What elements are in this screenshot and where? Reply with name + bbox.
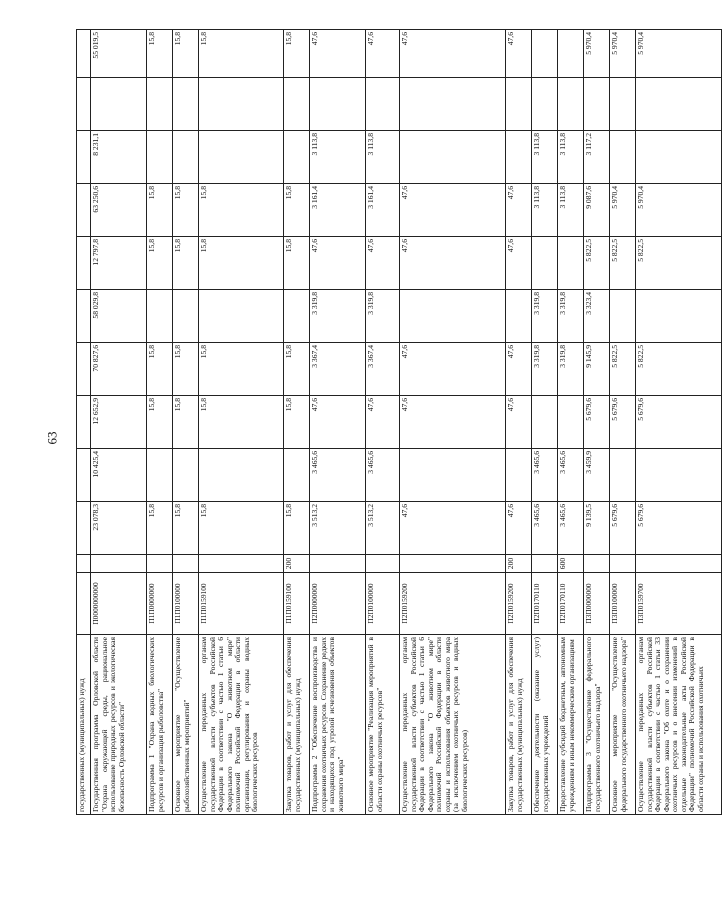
table-row (506, 30, 532, 815)
amount-cell (77, 502, 91, 555)
amount-cell: 3 465,6 (532, 449, 558, 502)
amount-cell: 47,6 (400, 396, 506, 449)
amount-cell (636, 78, 722, 131)
amount-cell: 5 970,4 (636, 184, 722, 237)
table-row (558, 30, 584, 815)
table-row (77, 30, 91, 815)
row-name-cell: Основное мероприятие "Осуществление федерального государственного охотничьего надзора" (610, 635, 636, 815)
amount-cell: 15,8 (199, 184, 284, 237)
amount-cell (584, 78, 610, 131)
expense-type-cell (199, 555, 284, 573)
amount-cell: 15,8 (147, 396, 173, 449)
amount-cell: 15,8 (173, 184, 199, 237)
amount-cell (400, 131, 506, 184)
amount-cell (506, 78, 532, 131)
amount-cell (400, 78, 506, 131)
amount-cell: 15,8 (284, 30, 310, 78)
table-row (91, 30, 147, 815)
amount-cell: 15,8 (147, 502, 173, 555)
amount-cell: 47,6 (400, 502, 506, 555)
amount-cell: 5 822,5 (636, 237, 722, 290)
target-code-cell: П0000000000 (91, 573, 147, 635)
table-row (173, 30, 199, 815)
amount-cell: 15,8 (147, 30, 173, 78)
amount-cell: 5 679,6 (636, 502, 722, 555)
amount-cell (199, 78, 284, 131)
amount-cell: 5 822,5 (636, 343, 722, 396)
row-name-cell: Подпрограмма 2 "Обеспечение воспроизводства и сохранения охотничьих ресурсов. Сохранение редких и находящихся под угрозой исчезновения объектов животного мира" (310, 635, 366, 815)
table-row (610, 30, 636, 815)
amount-cell: 3 319,8 (532, 290, 558, 343)
row-name-cell: Обеспечение деятельности (оказание услуг) государственных учреждений (532, 635, 558, 815)
amount-cell: 5 679,6 (610, 396, 636, 449)
amount-cell (77, 131, 91, 184)
amount-cell: 55 019,5 (91, 30, 147, 78)
amount-cell: 5 822,5 (584, 237, 610, 290)
table-row (532, 30, 558, 815)
amount-cell: 15,8 (284, 502, 310, 555)
amount-cell (610, 131, 636, 184)
amount-cell (610, 78, 636, 131)
amount-cell: 5 970,4 (636, 30, 722, 78)
amount-cell: 3 117,2 (584, 131, 610, 184)
expense-type-cell (366, 555, 400, 573)
row-name-cell: государственных (муниципальных) нужд (77, 635, 91, 815)
target-code-cell: П1П0000000 (147, 573, 173, 635)
amount-cell: 47,6 (310, 396, 366, 449)
target-code-cell (77, 573, 91, 635)
amount-cell (284, 78, 310, 131)
amount-cell (636, 131, 722, 184)
table-row (310, 30, 366, 815)
amount-cell: 3 465,6 (310, 449, 366, 502)
amount-cell: 3 319,8 (310, 290, 366, 343)
amount-cell (506, 290, 532, 343)
amount-cell (199, 131, 284, 184)
expense-type-cell: 200 (284, 555, 310, 573)
target-code-cell: П3П0100000 (610, 573, 636, 635)
row-name-cell: Подпрограмма 1 "Охрана водных биологических ресурсов и организация рыболовства" (147, 635, 173, 815)
amount-cell: 47,6 (400, 184, 506, 237)
amount-cell: 3 113,8 (532, 131, 558, 184)
amount-cell: 3 465,6 (532, 502, 558, 555)
amount-cell: 5 970,4 (584, 30, 610, 78)
row-name-cell: Подпрограмма 3 "Осуществление федерального государственного охотничьего надзора" (584, 635, 610, 815)
amount-cell (558, 396, 584, 449)
amount-cell: 3 319,8 (366, 290, 400, 343)
amount-cell: 15,8 (199, 396, 284, 449)
amount-cell (506, 131, 532, 184)
amount-cell (173, 78, 199, 131)
amount-cell: 3 319,8 (532, 343, 558, 396)
amount-cell: 3 113,8 (532, 184, 558, 237)
amount-cell: 47,6 (506, 30, 532, 78)
rotated-budget-table (76, 30, 705, 815)
amount-cell: 15,8 (173, 396, 199, 449)
amount-cell (532, 396, 558, 449)
amount-cell (532, 78, 558, 131)
amount-cell: 47,6 (506, 343, 532, 396)
amount-cell: 3 465,6 (558, 449, 584, 502)
target-code-cell: П2П0100000 (366, 573, 400, 635)
amount-cell: 15,8 (173, 343, 199, 396)
amount-cell: 47,6 (366, 30, 400, 78)
amount-cell: 15,8 (199, 343, 284, 396)
expense-type-cell (77, 555, 91, 573)
expense-type-cell (173, 555, 199, 573)
amount-cell: 70 827,6 (91, 343, 147, 396)
target-code-cell: П2П0159200 (400, 573, 506, 635)
amount-cell (532, 30, 558, 78)
amount-cell (284, 290, 310, 343)
amount-cell: 47,6 (366, 237, 400, 290)
amount-cell: 3 513,2 (310, 502, 366, 555)
amount-cell (77, 449, 91, 502)
amount-cell (77, 78, 91, 131)
row-name-cell: Предоставление субсидий бюджетным, автономным учреждениям и иным некоммерческим организациям (558, 635, 584, 815)
amount-cell (506, 449, 532, 502)
amount-cell: 3 367,4 (310, 343, 366, 396)
row-name-cell: Закупка товаров, работ и услуг для обеспечения государственных (муниципальных) нужд (506, 635, 532, 815)
amount-cell (147, 78, 173, 131)
amount-cell (77, 290, 91, 343)
amount-cell: 3 161,4 (310, 184, 366, 237)
target-code-cell: П2П0170110 (558, 573, 584, 635)
table-row (366, 30, 400, 815)
amount-cell: 3 161,4 (366, 184, 400, 237)
amount-cell: 3 465,6 (366, 449, 400, 502)
amount-cell: 5 679,6 (584, 396, 610, 449)
table-row (400, 30, 506, 815)
amount-cell: 10 425,4 (91, 449, 147, 502)
row-name-cell: Осуществление переданных органам государственной власти субъектов Российской Федерации в соответствии с частью 1 статьи 6 Федерального закона "О животном мире" полномочий Российской Федерации в области охраны и использования объектов животного мира (за исключением охотничьих ресурсов и водных биологических ресурсов) (400, 635, 506, 815)
amount-cell: 47,6 (400, 237, 506, 290)
expense-type-cell: 200 (506, 555, 532, 573)
amount-cell: 5 970,4 (610, 184, 636, 237)
amount-cell: 63 250,6 (91, 184, 147, 237)
amount-cell: 15,8 (173, 237, 199, 290)
row-name-cell: Закупка товаров, работ и услуг для обеспечения государственных (муниципальных) нужд (284, 635, 310, 815)
amount-cell (284, 131, 310, 184)
amount-cell (77, 343, 91, 396)
amount-cell: 3 113,8 (558, 131, 584, 184)
row-name-cell: Осуществление переданных органам государственной власти субъектов Российской Федерации в соответствии с частью 1 статьи 6 Федерального закона "О животном мире" полномочий Российской Федерации в области организации, регулирования и охраны водных биологических ресурсов (199, 635, 284, 815)
amount-cell (532, 237, 558, 290)
expense-type-cell (532, 555, 558, 573)
amount-cell (77, 396, 91, 449)
amount-cell: 3 367,4 (366, 343, 400, 396)
amount-cell: 15,8 (147, 184, 173, 237)
amount-cell: 47,6 (506, 237, 532, 290)
amount-cell (91, 78, 147, 131)
amount-cell: 3 323,4 (584, 290, 610, 343)
amount-cell: 5 679,6 (610, 502, 636, 555)
amount-cell: 5 970,4 (610, 30, 636, 78)
expense-type-cell (147, 555, 173, 573)
expense-type-cell (636, 555, 722, 573)
amount-cell: 47,6 (506, 396, 532, 449)
amount-cell: 47,6 (506, 184, 532, 237)
amount-cell: 47,6 (400, 30, 506, 78)
row-name-cell: Основное мероприятие "Реализация мероприятий в области охраны охотничьих ресурсов" (366, 635, 400, 815)
amount-cell: 15,8 (147, 343, 173, 396)
amount-cell: 15,8 (284, 343, 310, 396)
amount-cell: 3 113,8 (366, 131, 400, 184)
amount-cell: 9 139,5 (584, 502, 610, 555)
amount-cell (147, 131, 173, 184)
target-code-cell: П1П0159100 (199, 573, 284, 635)
amount-cell: 23 078,3 (91, 502, 147, 555)
amount-cell (199, 449, 284, 502)
amount-cell (173, 449, 199, 502)
expense-type-cell (400, 555, 506, 573)
table-row (284, 30, 310, 815)
amount-cell (636, 290, 722, 343)
amount-cell: 15,8 (284, 184, 310, 237)
amount-cell: 3 465,6 (558, 502, 584, 555)
amount-cell (558, 237, 584, 290)
table-row (199, 30, 284, 815)
amount-cell (147, 449, 173, 502)
amount-cell: 47,6 (366, 396, 400, 449)
amount-cell: 5 679,6 (636, 396, 722, 449)
amount-cell: 3 513,2 (366, 502, 400, 555)
amount-cell: 47,6 (310, 237, 366, 290)
amount-cell: 47,6 (506, 502, 532, 555)
amount-cell: 3 113,8 (558, 184, 584, 237)
amount-cell: 9 145,9 (584, 343, 610, 396)
amount-cell (310, 78, 366, 131)
amount-cell: 15,8 (284, 396, 310, 449)
amount-cell (558, 30, 584, 78)
row-name-cell: Осуществление переданных органам государственной власти субъектов Российской Федерации в соответствии с частью 1 статьи 33 Федерального закона "Об охоте и о сохранении охотничьих ресурсов и о внесении изменений в отдельные законодательные акты Российской Федерации" полномочий Российской Федерации в области охраны и использования охотничьих (636, 635, 722, 815)
target-code-cell: П2П0170110 (532, 573, 558, 635)
amount-cell: 15,8 (173, 502, 199, 555)
amount-cell (77, 184, 91, 237)
target-code-cell: П2П0159200 (506, 573, 532, 635)
amount-cell (610, 290, 636, 343)
amount-cell: 15,8 (147, 237, 173, 290)
amount-cell (199, 290, 284, 343)
amount-cell (173, 131, 199, 184)
amount-cell: 15,8 (173, 30, 199, 78)
expense-type-cell (584, 555, 610, 573)
target-code-cell: П1П0159100 (284, 573, 310, 635)
amount-cell: 15,8 (199, 502, 284, 555)
amount-cell: 3 319,8 (558, 290, 584, 343)
target-code-cell: П3П0000000 (584, 573, 610, 635)
table-body (77, 30, 722, 815)
amount-cell (558, 78, 584, 131)
amount-cell (400, 290, 506, 343)
expense-type-cell (91, 555, 147, 573)
expense-type-cell (310, 555, 366, 573)
amount-cell: 5 822,5 (610, 343, 636, 396)
row-name-cell: Основное мероприятие "Осуществление рыбохозяйственных мероприятий" (173, 635, 199, 815)
amount-cell: 58 029,8 (91, 290, 147, 343)
amount-cell (284, 449, 310, 502)
amount-cell (173, 290, 199, 343)
amount-cell: 8 231,1 (91, 131, 147, 184)
amount-cell: 5 822,5 (610, 237, 636, 290)
table-row (636, 30, 722, 815)
target-code-cell: П2П0000000 (310, 573, 366, 635)
amount-cell: 15,8 (199, 237, 284, 290)
expense-type-cell (610, 555, 636, 573)
amount-cell (77, 237, 91, 290)
target-code-cell: П1П0100000 (173, 573, 199, 635)
amount-cell: 47,6 (400, 343, 506, 396)
amount-cell: 9 087,6 (584, 184, 610, 237)
amount-cell: 3 319,8 (558, 343, 584, 396)
page-number: 63 (44, 431, 60, 445)
target-code-cell: П3П0159700 (636, 573, 722, 635)
amount-cell: 12 797,8 (91, 237, 147, 290)
amount-cell (610, 449, 636, 502)
table-row (147, 30, 173, 815)
expense-type-cell: 600 (558, 555, 584, 573)
table-row (584, 30, 610, 815)
amount-cell (77, 30, 91, 78)
amount-cell: 3 459,9 (584, 449, 610, 502)
amount-cell (400, 449, 506, 502)
budget-table (76, 29, 722, 815)
amount-cell: 15,8 (284, 237, 310, 290)
amount-cell: 12 652,9 (91, 396, 147, 449)
row-name-cell: Государственная программа Орловской области "Охрана окружающей среды, рациональное использование природных ресурсов и экологическая безопасность Орловской области" (91, 635, 147, 815)
amount-cell: 47,6 (310, 30, 366, 78)
amount-cell (636, 449, 722, 502)
amount-cell: 3 113,8 (310, 131, 366, 184)
amount-cell: 15,8 (199, 30, 284, 78)
amount-cell (147, 290, 173, 343)
amount-cell (366, 78, 400, 131)
